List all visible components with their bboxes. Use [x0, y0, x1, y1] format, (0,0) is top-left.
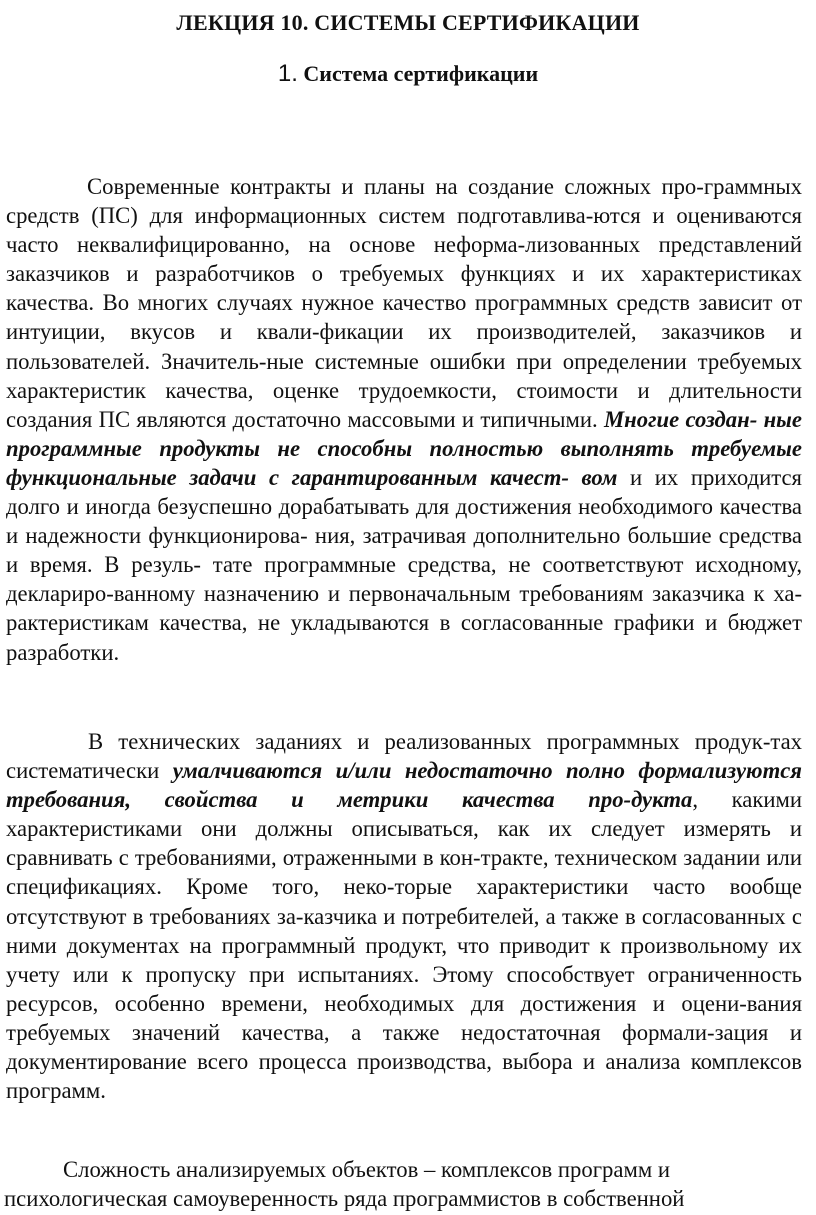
paragraph-2-text-a: В технических заданиях и реализованных программных продук-тах систематически — [6, 729, 802, 784]
paragraph-1-text-b: и их приходится долго и иногда безуспешно дорабатывать для достижения необходимого качества и надежности функционирова- ния, затрачивая дополнительно большие средства и время. В резуль- тате программные средства, не соответствуют исходному, деклариро-ванному назначению и первоначальным требованиям заказчика к ха-рактеристикам качества, не укладываются в согласованные графики и бюджет разработки. — [6, 464, 802, 665]
paragraph-1-emphasis: Многие создан- ные программные продукты не способны полностью выполнять требуемые функциональные задачи с гарантированным качест- вом — [6, 406, 802, 490]
paragraph-2-emphasis: умалчиваются и/или недостаточно полно формализуются требования, свойства и метрики качества про-дукта — [6, 758, 802, 813]
paragraph-3-line-1: Сложность анализируемых объектов – комплексов программ и — [63, 1157, 670, 1182]
paragraph-3-line-2: психологическая самоуверенность ряда программистов в собственной — [4, 1186, 685, 1212]
section-number: 1. — [277, 60, 298, 87]
paragraph-2 — [6, 727, 802, 1105]
paragraph-1 — [6, 172, 802, 667]
paragraph-3 — [4, 1155, 808, 1213]
section-heading — [0, 60, 816, 88]
paragraph-2-text-b: , какими характеристиками они должны описываться, как их следует измерять и сравнивать с требованиями, отраженными в кон-тракте, техническом задании или спецификациях. Кроме того, неко-торые характеристики часто вообще отсутствуют в требованиях за-казчика и потребителей, а также в согласованных с ними документах на программный продукт, что приводит к произвольному их учету или к пропуску при испытаниях. Этому способствует ограниченность ресурсов, особенно времени, необходимых для достижения и оцени-вания требуемых значений качества, а также недостаточная формали-зация и документирование всего процесса производства, выбора и анализа комплексов программ. — [6, 787, 802, 1104]
paragraph-1-text-a: Современные контракты и планы на создание сложных про-граммных средств (ПС) для информационных систем подготавлива-ются и оцениваются часто неквалифицированно, на основе неформа-лизованных представлений заказчиков и разработчиков о требуемых функциях и их характеристиках качества. Во многих случаях нужное качество программных средств зависит от интуиции, вкусов и квали-фикации их производителей, заказчиков и пользователей. Значитель-ные системные ошибки при определении требуемых характеристик качества, оценке трудоемкости, стоимости и длительности создания ПС являются достаточно массовыми и типичными. — [6, 174, 802, 432]
lecture-title: ЛЕКЦИЯ 10. СИСТЕМЫ СЕРТИФИКАЦИИ — [176, 10, 640, 35]
section-title: Система сертификации — [303, 61, 539, 86]
